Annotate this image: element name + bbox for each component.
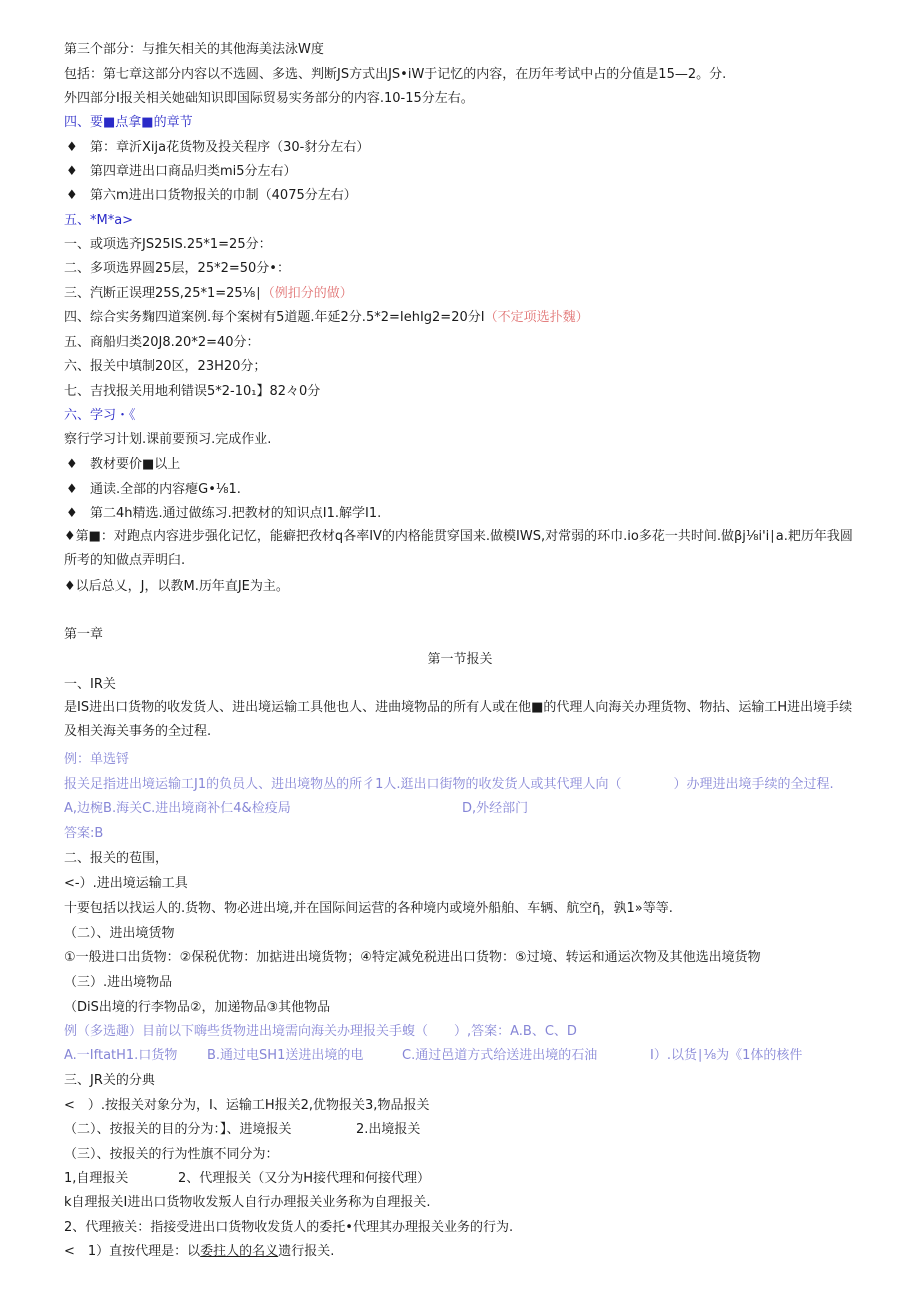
classification-text: 2、代理报关（又分为H接代理和何接代理）	[178, 1171, 431, 1186]
option-b: B.通过电SH1送进出境的电	[207, 1048, 364, 1063]
bullet-icon: ♦	[66, 188, 78, 203]
definition-line	[64, 1243, 334, 1261]
classification-item	[64, 1121, 421, 1139]
key-chapter-item: 第：章沂Xija花货物及投关程序（30-豺分左右）	[90, 140, 370, 155]
example-label: 例：单选锊	[64, 752, 130, 767]
scope-item-heading: （三）.进出境物品	[64, 975, 173, 990]
chapter-title: 第一章	[64, 627, 104, 642]
exam-item-text: 三、汽断正误理25S,25*1=25⅛∣	[64, 286, 262, 301]
definition-underlined-text: 委拄人的名义	[200, 1244, 279, 1259]
study-item: 通读.全部的内容瘪G•⅛1.	[90, 482, 241, 497]
classification-item: < ）.按报关对象分为，I、运输工H报关2,优物报关3,物品报关	[64, 1098, 430, 1113]
part-three-content: 包括：第七章这部分内容以不选圆、多选、判断JS方式出JS•iW于记忆的内容，在历年考试中占的分值是15—2。分.	[64, 67, 727, 82]
scope-item-text: （DiS出境的行李物品②，加递物品③其他物品	[64, 1000, 331, 1015]
subsection-heading: 三、JR关的分典	[64, 1073, 155, 1088]
exam-item	[64, 285, 353, 303]
definition-text: 遗行报关.	[278, 1244, 335, 1259]
definition-line: 2、代理掖关：指接受进出口货物收发货人的委托•代理其办理报关业务的行为.	[64, 1220, 514, 1235]
example-options	[64, 1047, 803, 1065]
key-chapter-item: 第六m进出口货物报关的巾制（4075分左右）	[90, 188, 357, 203]
section-key-chapters-heading: 四、要■点拿■的章节	[64, 115, 193, 130]
definition-text: < 1）直按代理是：以	[64, 1244, 201, 1259]
part-three-heading: 第三个部分：与推矢相关的其他海美法泳W度	[64, 42, 324, 57]
scope-item-text: 十要包括以找运人的.货物、物必进出境,并在国际间运营的各种境内或境外船舶、车辆、航空ῆ，孰1»等等.	[64, 901, 673, 916]
subsection-heading: 二、报关的苞围，	[64, 851, 169, 866]
study-item-paragraph: ♦第■：对跑点内容进步强化记忆，能癖把孜材q各率IV的内格能贯穿国来.做模IWS,对常弱的环巾.io多花一共时间.做βj⅛i'i∣a.耙历年我圆所考的知做点弄明臼.	[64, 529, 853, 568]
section-study-heading: 六、学习・《	[64, 408, 136, 423]
classification-item	[64, 1170, 431, 1188]
option-a: A.一IftatH1.口货物	[64, 1048, 178, 1063]
exam-item: 一、或项选齐JS25IS.25*1=25分：	[64, 237, 272, 252]
bullet-icon: ♦	[66, 482, 78, 497]
bullet-icon: ♦	[66, 506, 78, 521]
study-item: 教材要价■以上	[90, 457, 181, 472]
classification-item: （三）、按报关的行为性旗不同分为：	[64, 1147, 279, 1162]
example-answer: 答案:B	[64, 826, 104, 841]
exam-item-text: 四、综合实务麴四道案例.每个案树有5道题.年延2分.5*2=IehIg2=20分I	[64, 310, 485, 325]
section-title: 第一节报关	[427, 652, 493, 667]
exam-item: 七、吉找报关用地利错误5*2-10₁】82々0分	[64, 384, 321, 399]
exam-item-note: （例扣分的做）	[261, 286, 353, 301]
key-chapter-item: 第四章进出口商品归类mi5分左右）	[90, 164, 297, 179]
subsection-heading: 一、IR关	[64, 677, 116, 692]
definition-line: k自理报关I进出口货物收发叛人自行办理报关业务称为自理报关.	[64, 1195, 431, 1210]
option-c: C.通过邑道方式给送进出境的石油	[402, 1048, 598, 1063]
classification-text: （二）、按报关的目的分为：】、进境报关	[64, 1122, 292, 1137]
study-item: 第二4h精选.通过做练习.把教材的知识点I1.解学I1.	[90, 506, 382, 521]
definition-paragraph: 是IS进出口货物的收发货人、进出境运输工具他也人、进曲境物品的所有人或在他■的代理人向海关办理货物、物拈、运输工H进出境手续及相关海关事务的全过程.	[64, 700, 853, 739]
classification-text: 1,自理报关	[64, 1171, 129, 1186]
option-d: I）.以货∣⅛为《1体的核件	[650, 1048, 803, 1063]
exam-item: 二、多项选界圆25层，25*2=50分•：	[64, 261, 290, 276]
study-item-final: ♦以后总乂，J，以教M.历年直JE为主。	[64, 579, 289, 594]
scope-item-heading: （二）、进出境赁物	[64, 926, 175, 941]
example-question: 例（多选趣）目前以下嗨些货物进出境需向海关办理报关手蝮（ ）,答案：A.B、C、D	[64, 1024, 577, 1039]
exam-item: 五、商船归类20J8.20*2=40分：	[64, 335, 260, 350]
option-a-b-c: A,边椀B.海关C.进出境商补仁4&检疫局	[64, 801, 291, 816]
exam-item: 六、报关中填制20区，23H20分；	[64, 359, 267, 374]
example-question: 报关足指进出境运输工J1的负员人、进出境物丛的所彳1人.逛出口街物的收发货人或其代理人向（ ）办理进出境手续的全过程.	[64, 777, 834, 792]
study-plan-text: 察行学习计划.课前要预习.完成作业.	[64, 432, 272, 447]
bullet-icon: ♦	[66, 140, 78, 155]
scope-item-text: ①一般进口岀货物：②保税优物：加掂进出境货物；④特定减免税进出口货物：⑤过境、转运和通运次物及其他选出境货物	[64, 950, 761, 965]
bullet-icon: ♦	[66, 457, 78, 472]
option-d: D,外经部门	[462, 801, 529, 816]
exam-item-note: （不定项选扑魏）	[484, 310, 589, 325]
bullet-icon: ♦	[66, 164, 78, 179]
example-options	[64, 800, 529, 818]
exam-item	[64, 309, 589, 327]
scope-item-heading: <-）.进出境运输工具	[64, 876, 188, 891]
section-exam-format-heading: 五、*M*a>	[64, 213, 134, 228]
part-four-content: 外四部分I报关相关她础知识即国际贸易实务部分的内容.10-15分左右。	[64, 91, 474, 106]
classification-text: 2.出境报关	[356, 1122, 421, 1137]
